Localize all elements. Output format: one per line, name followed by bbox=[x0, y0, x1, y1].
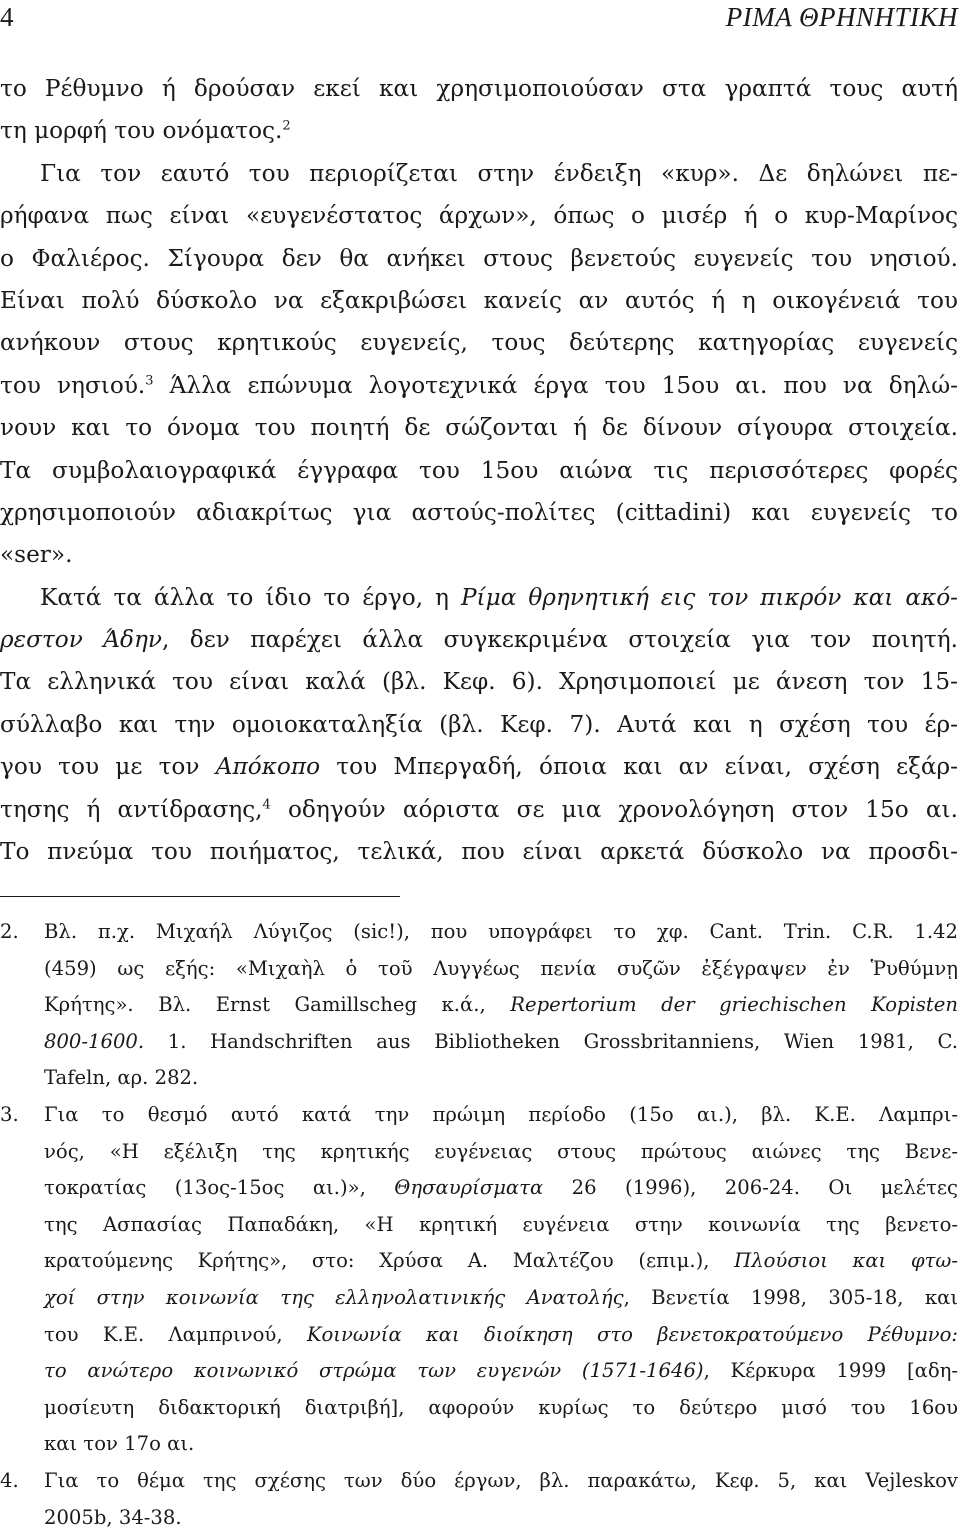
text-line: Τα ελληνικά του είναι καλά (βλ. Κεφ. 6). Χρησιμοποιεί με άνεση τον 15- bbox=[0, 668, 958, 696]
footnotes bbox=[0, 914, 958, 1536]
cited-title: Repertorium der griechischen Kopisten bbox=[510, 993, 959, 1017]
text-line: ανήκουν στους κρητικούς ευγενείς, τους δεύτερης κατηγορίας ευγενείς bbox=[0, 329, 958, 357]
footnote-line: Κρήτης». Βλ. Ernst Gamillscheg κ.ά., Repertorium der griechischen Kopisten bbox=[44, 993, 959, 1017]
text-line: Κατά τα άλλα το ίδιο το έργο, η Ρίμα θρηνητική εις τον πικρόν και ακό- bbox=[40, 583, 958, 611]
text-line: νουν και το όνομα του ποιητή δε σώζονται ή δε δίνουν σίγουρα στοιχεία. bbox=[0, 414, 958, 442]
text-line: Τα συμβολαιογραφικά έγγραφα του 15ου αιώνα τις περισσότερες φορές bbox=[0, 456, 958, 484]
running-title: ΡΙΜΑ ΘΡΗΝΗΤΙΚΗ bbox=[725, 2, 958, 32]
work-title: Ρίμα θρηνητική εις τον πικρόν και ακό- bbox=[460, 583, 958, 611]
footnote-line: 2005b, 34-38. bbox=[44, 1505, 182, 1529]
footnote-line: Tafeln, αρ. 282. bbox=[44, 1066, 199, 1090]
footnote-number: 2. bbox=[0, 920, 19, 943]
footnote-line: κρατούμενης Κρήτης», στο: Χρύσα Α. Μαλτέζου (επιμ.), Πλούσιοι και φτω- bbox=[44, 1249, 958, 1273]
footnote-line: της Ασπασίας Παπαδάκη, «Η κρητική ευγένεια στην κοινωνία της βενετο- bbox=[44, 1212, 958, 1236]
footnote-4: 4. Για το θέμα της σχέσης των δύο έργων, βλ. παρακάτω, Κεφ. 5, και Vejleskov bbox=[0, 1463, 958, 1500]
footnote-line: 800-1600. 1. Handschriften aus Bibliotheken Grossbritanniens, Wien 1981, C. bbox=[44, 1029, 958, 1053]
text-line: το Ρέθυμνο ή δρούσαν εκεί και χρησιμοποιούσαν στα γραπτά τους αυτή bbox=[0, 75, 958, 102]
work-title: Απόκοπο bbox=[215, 753, 321, 781]
cited-title: Πλούσιοι και φτω- bbox=[734, 1249, 958, 1273]
text-line: ο Φαλιέρος. Σίγουρα δεν θα ανήκει στους βενετούς ευγενείς του νησιού. bbox=[0, 244, 958, 272]
text-line: Το πνεύμα του ποιήματος, τελικά, που είναι αρκετά δύσκολο να προσδι- bbox=[0, 838, 958, 866]
cited-title: 800-1600. bbox=[44, 1029, 145, 1053]
text-line: ρήφανα πως είναι «ευγενέστατος άρχων», όπως ο μισέρ ή ο κυρ-Μαρίνος bbox=[0, 202, 958, 230]
cited-title: το ανώτερο κοινωνικό στρώμα των ευγενών (1571-1646) bbox=[44, 1359, 704, 1383]
text-line: τησης ή αντίδρασης,$^4$ οδηγούν αόριστα σε μια χρονολόγηση στον 15ο αι. bbox=[0, 795, 958, 823]
footnote-3: 3. Για το θεσμό αυτό κατά την πρώιμη περίοδο (15ο αι.), βλ. Κ.Ε. Λαμπρι- bbox=[0, 1097, 958, 1134]
text-line: «ser». bbox=[0, 541, 73, 569]
text-line: τη μορφή του ονόματος.$^2$ bbox=[0, 117, 291, 145]
page-number: 4 bbox=[0, 2, 14, 32]
cited-title: Κοινωνία και διοίκηση στο βενετοκρατούμενο Ρέθυμνο: bbox=[306, 1322, 958, 1346]
text-line: σύλλαβο και την ομοιοκαταληξία (βλ. Κεφ. 7). Αυτά και η σχέση του έρ- bbox=[0, 710, 958, 738]
footnote-line: και τον 17ο αι. bbox=[44, 1432, 195, 1456]
footnote-2: 2. Βλ. π.χ. Μιχαήλ Λύγιζος (sic!), που υπογράφει το χφ. Cant. Trin. C.R. 1.42 bbox=[0, 914, 958, 951]
footnote-ref: 3 bbox=[145, 373, 154, 388]
text-line: του νησιού.$^3$ Άλλα επώνυμα λογοτεχνικά έργα του 15ου αι. που να δηλώ- bbox=[0, 371, 958, 399]
text-line: Για τον εαυτό του περιορίζεται στην ένδειξη «κυρ». Δε δηλώνει πε- bbox=[40, 159, 958, 187]
footnote-number: 3. bbox=[0, 1102, 19, 1126]
footnote-ref: 4 bbox=[262, 796, 271, 812]
body-text bbox=[0, 68, 958, 873]
footnote-ref: 2 bbox=[282, 118, 291, 134]
cited-title: Θησαυρίσματα bbox=[394, 1176, 544, 1200]
footnote-line: τοκρατίας (13ος-15ος αι.)», Θησαυρίσματα 26 (1996), 206-24. Οι μελέτες bbox=[44, 1176, 958, 1200]
page-header bbox=[0, 2, 958, 34]
text-line: γου του με τον Απόκοπο του Μπεργαδή, όποια και αν είναι, σχέση εξάρ- bbox=[0, 753, 959, 781]
footnote-line: μοσίευτη διδακτορική διατριβή], αφορούν κυρίως το δεύτερο μισό του 16ου bbox=[44, 1395, 958, 1419]
footnote-line: χοί στην κοινωνία της ελληνολατινικής Ανατολής, Βενετία 1998, 305-18, και bbox=[44, 1285, 958, 1309]
text-line: Είναι πολύ δύσκολο να εξακριβώσει κανείς αν αυτός ή η οικογένειά του bbox=[0, 286, 958, 314]
text-line: χρησιμοποιούν αδιακρίτως για αστούς-πολίτες (cittadini) και ευγενείς το bbox=[0, 498, 958, 526]
footnote-divider bbox=[0, 896, 400, 897]
footnote-line: (459) ως εξής: «Μιχαὴλ ὁ τοῦ Λυγγέως πενία συζῶν ἐξέγραψεν ἐν Ῥυθύμνῃ bbox=[44, 956, 958, 980]
footnote-line: το ανώτερο κοινωνικό στρώμα των ευγενών (1571-1646), Κέρκυρα 1999 [αδη- bbox=[44, 1359, 958, 1383]
work-title: ρεστον Άδην bbox=[0, 626, 162, 654]
footnote-line: νός, «Η εξέλιξη της κρητικής ευγένειας στους πρώτους αιώνες της Βενε- bbox=[44, 1139, 958, 1163]
footnote-line: του Κ.Ε. Λαμπρινού, Κοινωνία και διοίκηση στο βενετοκρατούμενο Ρέθυμνο: bbox=[44, 1322, 958, 1346]
cited-title: χοί στην κοινωνία της ελληνολατινικής Ανατολής bbox=[44, 1285, 624, 1309]
footnote-number: 4. bbox=[0, 1468, 19, 1492]
text-line: ρεστον Άδην, δεν παρέχει άλλα συγκεκριμένα στοιχεία για τον ποιητή. bbox=[0, 626, 958, 654]
